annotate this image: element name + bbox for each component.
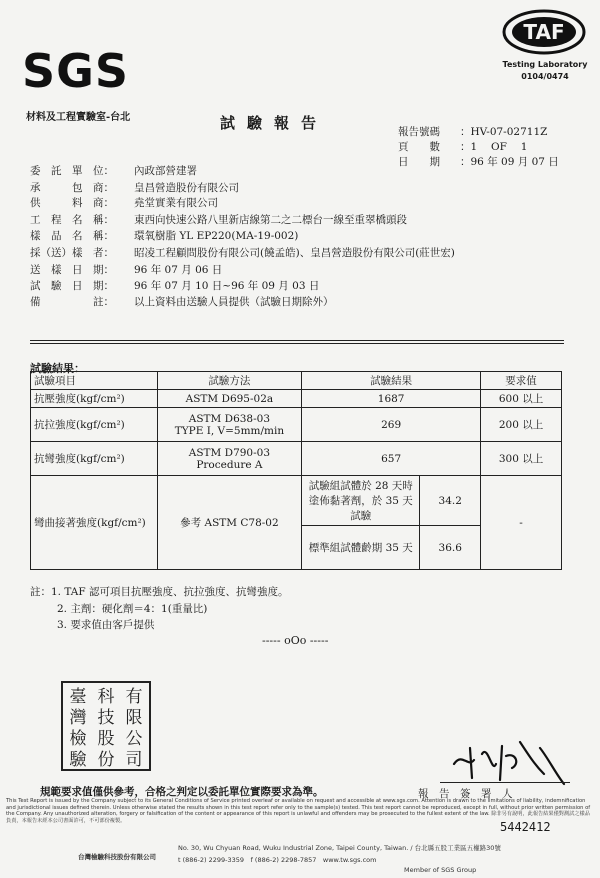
seal-character: 公 <box>125 729 143 749</box>
results-title: 試驗結果： <box>30 362 85 375</box>
row-method <box>157 442 302 476</box>
seal-character: 科 <box>97 687 115 707</box>
seal-character: 司 <box>125 750 143 770</box>
info-label: 採（送）樣 者： <box>30 247 114 259</box>
meta-date: 日 期 ：96 年 09 月 07 日 <box>398 156 559 168</box>
taf-number: 0104/0474 <box>521 72 569 81</box>
meta-label: 日 期 <box>398 156 440 168</box>
meta-value: 1 OF 1 <box>470 141 528 153</box>
info-line <box>30 262 222 277</box>
footer-member: Member of SGS Group <box>404 866 477 874</box>
info-value: 東西向快速公路八里新店線第二之二標台一線至重翠橋頭段 <box>134 214 407 226</box>
bond-sub2-desc: 標準組試體齡期 35 天 <box>302 526 420 570</box>
seal-character: 有 <box>125 687 143 707</box>
table-row <box>31 408 562 442</box>
seal-character: 技 <box>97 708 115 728</box>
info-value: 以上資料由送驗人員提供（試驗日期除外） <box>134 296 334 308</box>
method-line: Procedure A <box>196 458 263 471</box>
row-item: 抗拉強度(kgf/cm²) <box>31 408 158 442</box>
row-result: 1687 <box>302 390 481 408</box>
bond-method: 參考 ASTM C78-02 <box>157 476 302 570</box>
info-line <box>30 294 334 309</box>
info-line <box>30 195 218 210</box>
meta-report-no: 報告號碼 ：HV-07-02711Z <box>398 126 548 138</box>
meta-pages: 頁 數 ：1 OF 1 <box>398 141 528 153</box>
seal-character: 檢 <box>69 729 87 749</box>
header-method: 試驗方法 <box>157 372 302 390</box>
table-row <box>31 442 562 476</box>
divider <box>30 340 564 341</box>
method-line: ASTM D638-03 <box>188 412 271 425</box>
info-value: 堯堂實業有限公司 <box>134 197 218 209</box>
info-value: 昭凌工程顧問股份有限公司(饒孟皓)、皇昌營造股份有限公司(莊世宏) <box>134 247 455 259</box>
report-title: 試驗報告 <box>220 114 329 132</box>
serial-number: 5442412 <box>500 820 551 834</box>
sgs-logo: SGS <box>22 44 130 98</box>
note-2: 2. 主劑：硬化劑＝4：1(重量比) <box>57 603 208 615</box>
header-item: 試驗項目 <box>31 372 158 390</box>
signature <box>448 734 568 788</box>
info-label: 承 包 商： <box>30 182 114 194</box>
info-label: 委 託 單 位： <box>30 165 114 177</box>
statement: 規範要求值僅供參考，合格之判定以委託單位實際要求為準。 <box>40 786 324 798</box>
results-table <box>30 371 562 570</box>
bond-sub1-desc: 試驗組試體於 28 天時塗佈黏著劑，於 35 天試驗 <box>302 476 420 526</box>
signer-label: 報 告 簽 署 人 <box>418 788 513 800</box>
info-label: 備 註： <box>30 296 114 308</box>
row-requirement: 200 以上 <box>481 408 562 442</box>
method-line: TYPE Ⅰ, V=5mm/min <box>174 424 285 437</box>
divider <box>30 343 564 344</box>
row-requirement: 300 以上 <box>481 442 562 476</box>
bond-requirement: - <box>481 476 562 570</box>
seal-character: 臺 <box>69 687 87 707</box>
taf-logo-text: TAF <box>523 20 565 44</box>
info-value: 96 年 07 月 06 日 <box>134 264 223 276</box>
info-value: 環氧樹脂 YL EP220(MA-19-002) <box>134 230 299 242</box>
seal-character: 灣 <box>69 708 87 728</box>
row-method <box>157 408 302 442</box>
header-result: 試驗結果 <box>302 372 481 390</box>
info-label: 工 程 名 稱： <box>30 214 114 226</box>
seal-character: 限 <box>125 708 143 728</box>
bond-item: 彎曲接著強度(kgf/cm²) <box>31 476 158 570</box>
row-result: 269 <box>302 408 481 442</box>
meta-value: HV-07-02711Z <box>470 126 548 138</box>
header-requirement: 要求值 <box>481 372 562 390</box>
meta-label: 報告號碼 <box>398 126 440 138</box>
footer-company: 台灣檢驗科技股份有限公司 <box>78 853 156 861</box>
table-row <box>31 390 562 408</box>
row-item: 抗彎強度(kgf/cm²) <box>31 442 158 476</box>
row-method: ASTM D695-02a <box>157 390 302 408</box>
note-3: 3. 要求值由客戶提供 <box>57 619 155 631</box>
method-line: ASTM D790-03 <box>188 446 271 459</box>
seal-character: 份 <box>97 750 115 770</box>
meta-value: 96 年 09 月 07 日 <box>470 156 559 168</box>
bond-sub2-value: 36.6 <box>420 526 481 570</box>
table-header-row <box>31 372 562 390</box>
footer-address: No. 30, Wu Chyuan Road, Wuku Industrial Zone, Taipei County, Taiwan. / 台北縣五股工業區五權路30號 <box>178 844 501 852</box>
info-line <box>30 180 239 195</box>
end-mark: ----- oOo ----- <box>262 634 329 647</box>
info-value: 96 年 07 月 10 日~96 年 09 月 03 日 <box>134 280 320 292</box>
info-value: 內政部營建署 <box>134 165 197 177</box>
fine-print: This Test Report is issued by the Company subject to its General Conditions of Service printed overleaf or available on request and accessible at www.sgs.com. Attention is drawn to the limitations of liability, indemnification and jurisdictional issues defined therein. Unless otherwise stated the results shown in this test report refer only to the sample(s) tested. This test report cannot be reproduced, except in full, without prior written permission of the Company. Any unauthorized alteration, forgery or falsification of the content or appearance of this report is unlawful and offenders may be prosecuted to the fullest extent of the law. 除非另有說明，此報告結果僅對測試之樣品負責，本報告未經本公司書面許可，不可部份複製。 <box>6 798 591 824</box>
seal-character: 驗 <box>69 750 87 770</box>
bond-sub1-value: 34.2 <box>420 476 481 526</box>
signature-line <box>440 782 570 783</box>
note-1: 註：1. TAF 認可項目抗壓強度、抗拉強度、抗彎強度。 <box>30 586 289 598</box>
lab-name: 材料及工程實驗室-台北 <box>26 112 131 123</box>
meta-label: 頁 數 <box>398 141 440 153</box>
taf-logo <box>502 8 586 56</box>
info-label: 試 驗 日 期： <box>30 280 114 292</box>
info-label: 送 樣 日 期： <box>30 264 114 276</box>
info-value: 皇昌營造股份有限公司 <box>134 182 239 194</box>
table-row <box>31 476 562 526</box>
row-item: 抗壓強度(kgf/cm²) <box>31 390 158 408</box>
taf-caption: Testing Laboratory <box>502 60 588 69</box>
info-line <box>30 245 455 260</box>
info-line <box>30 228 298 243</box>
info-line <box>30 212 407 227</box>
company-seal <box>60 680 152 772</box>
info-line <box>30 163 197 178</box>
seal-character: 股 <box>97 729 115 749</box>
footer-phone: t (886-2) 2299-3359 f (886-2) 2298-7857 www.tw.sgs.com <box>178 856 377 864</box>
info-line <box>30 278 319 293</box>
info-label: 供 料 商： <box>30 197 114 209</box>
row-result: 657 <box>302 442 481 476</box>
info-label: 樣 品 名 稱： <box>30 230 114 242</box>
row-requirement: 600 以上 <box>481 390 562 408</box>
